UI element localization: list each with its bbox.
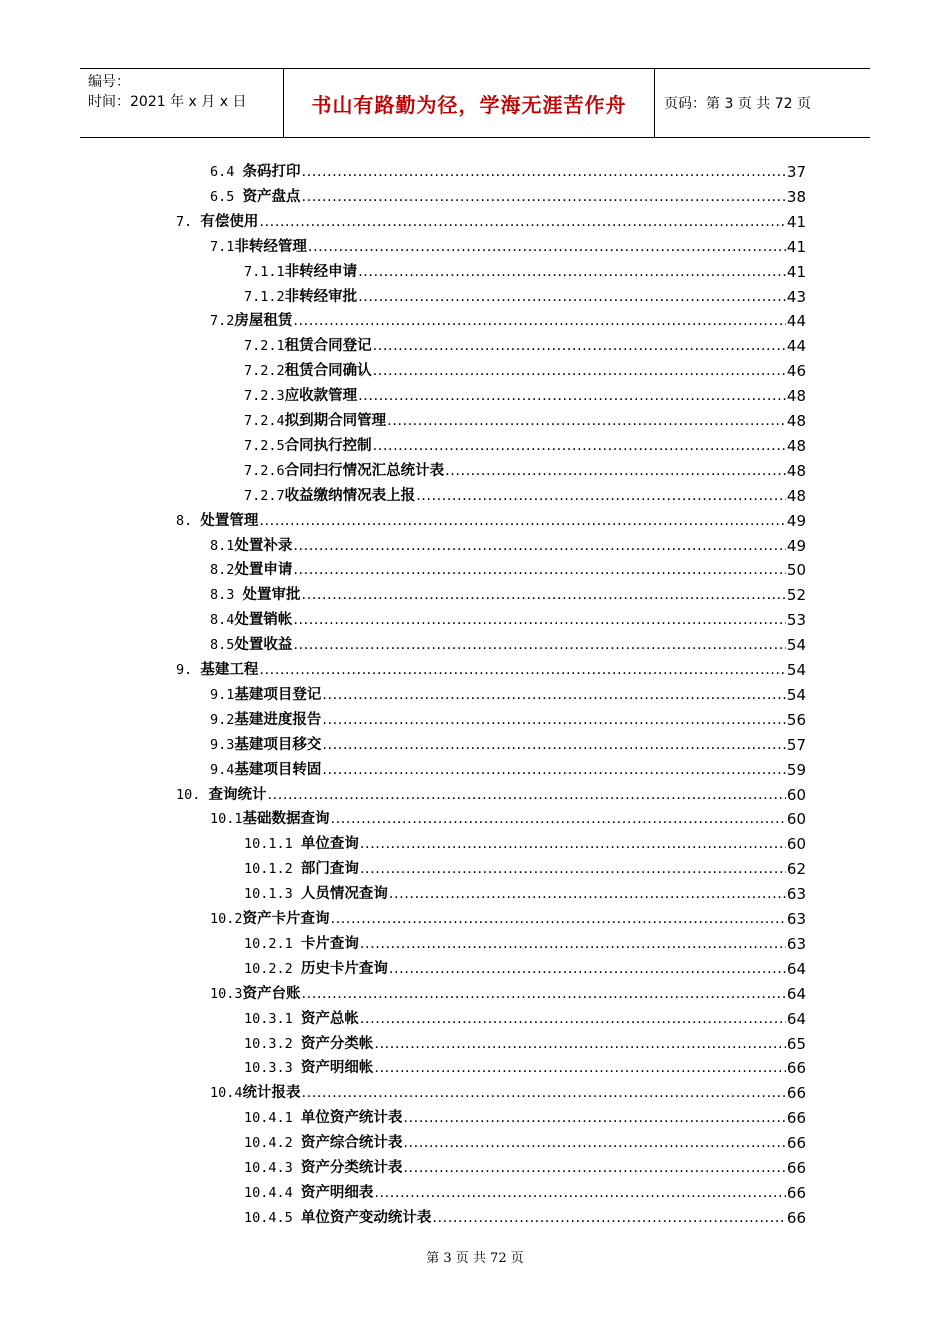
toc-leader-dots bbox=[293, 635, 786, 655]
toc-entry-number: 10.1 bbox=[210, 811, 243, 828]
toc-entry-number: 9.3 bbox=[210, 736, 235, 753]
toc-leader-dots bbox=[302, 187, 786, 207]
toc-entry-title: 租赁合同登记 bbox=[284, 338, 372, 355]
toc-entry-title: 部门查询 bbox=[300, 861, 359, 878]
toc-entry-title: 处置审批 bbox=[242, 587, 301, 604]
toc-entry-page: 49 bbox=[786, 536, 806, 555]
toc-entry[interactable] bbox=[210, 532, 806, 556]
toc-entry-number: 10.3.3 bbox=[244, 1060, 301, 1077]
toc-leader-dots bbox=[322, 685, 786, 705]
toc-leader-dots bbox=[445, 461, 786, 481]
toc-entry[interactable] bbox=[244, 457, 806, 481]
toc-entry-page: 48 bbox=[786, 412, 806, 430]
toc-entry[interactable] bbox=[244, 482, 806, 506]
toc-entry-number: 10.2.1 bbox=[244, 935, 301, 952]
toc-entry-page: 65 bbox=[786, 1034, 806, 1053]
toc-entry-title: 人员情况查询 bbox=[300, 886, 388, 903]
toc-entry[interactable] bbox=[210, 1079, 806, 1103]
toc-entry-title: 资产分类帐 bbox=[300, 1035, 374, 1052]
toc-leader-dots bbox=[302, 162, 786, 182]
toc-entry-number: 10.4.5 bbox=[244, 1209, 301, 1226]
toc-leader-dots bbox=[293, 610, 786, 630]
toc-entry[interactable] bbox=[210, 581, 806, 605]
toc-entry-page: 44 bbox=[786, 312, 806, 331]
toc-entry-number: 9.4 bbox=[210, 761, 235, 778]
toc-entry[interactable] bbox=[244, 1154, 806, 1178]
toc-entry-page: 49 bbox=[786, 511, 806, 530]
toc-entry-title: 资产明细表 bbox=[300, 1184, 374, 1201]
toc-entry-number: 8.4 bbox=[210, 612, 235, 629]
toc-entry-title: 处置管理 bbox=[200, 512, 259, 529]
toc-entry-title: 资产总帐 bbox=[300, 1010, 359, 1027]
toc-entry-page: 46 bbox=[786, 362, 806, 381]
page-footer: 第 3 页 共 72 页 bbox=[426, 1251, 524, 1266]
toc-entry-page: 66 bbox=[786, 1183, 806, 1202]
toc-entry-title: 有偿使用 bbox=[200, 213, 259, 230]
toc-entry[interactable] bbox=[210, 980, 806, 1004]
toc-entry[interactable] bbox=[210, 731, 806, 755]
toc-entry-title: 基建进度报告 bbox=[234, 711, 322, 728]
toc-entry-number: 7. bbox=[176, 213, 201, 230]
toc-entry-page: 66 bbox=[786, 1059, 806, 1078]
toc-entry-number: 9.2 bbox=[210, 711, 235, 728]
toc-entry-page: 37 bbox=[786, 163, 806, 181]
toc-leader-dots bbox=[322, 760, 786, 780]
toc-entry[interactable] bbox=[210, 681, 806, 705]
toc-entry-page: 54 bbox=[786, 636, 806, 655]
toc-entry[interactable] bbox=[244, 855, 806, 879]
toc-leader-dots bbox=[293, 536, 786, 556]
toc-entry[interactable] bbox=[176, 507, 806, 531]
toc-entry-number: 7.1 bbox=[210, 238, 235, 255]
toc-entry[interactable] bbox=[244, 1129, 806, 1153]
toc-entry[interactable] bbox=[176, 656, 806, 680]
toc-leader-dots bbox=[373, 361, 786, 381]
toc-entry[interactable] bbox=[210, 158, 806, 182]
toc-entry-title: 资产卡片查询 bbox=[242, 911, 330, 927]
toc-entry-page: 66 bbox=[786, 1109, 806, 1128]
toc-leader-dots bbox=[373, 436, 786, 456]
toc-leader-dots bbox=[358, 287, 786, 307]
toc-entry[interactable] bbox=[210, 631, 806, 655]
header-page-info: 页码：第 3 页 共 72 页 bbox=[664, 96, 811, 112]
toc-entry-number: 10.2.2 bbox=[244, 960, 301, 977]
toc-entry-title: 处置收益 bbox=[234, 637, 293, 654]
toc-entry[interactable] bbox=[244, 432, 806, 456]
toc-entry-page: 66 bbox=[786, 1084, 806, 1103]
toc-entry-number: 9.1 bbox=[210, 686, 235, 703]
toc-leader-dots bbox=[358, 262, 786, 282]
toc-entry-number: 6.4 bbox=[210, 164, 243, 180]
toc-entry-title: 资产台账 bbox=[242, 985, 301, 1002]
toc-entry-page: 48 bbox=[786, 436, 806, 455]
toc-entry-number: 8.2 bbox=[210, 562, 235, 579]
toc-entry-title: 非转经管理 bbox=[234, 238, 307, 255]
toc-entry-title: 基建项目登记 bbox=[234, 686, 322, 703]
toc-entry-title: 房屋租赁 bbox=[234, 313, 293, 330]
toc-entry-title: 资产盘点 bbox=[242, 188, 301, 205]
toc-entry-page: 64 bbox=[786, 959, 806, 978]
toc-entry[interactable] bbox=[210, 233, 806, 257]
toc-leader-dots bbox=[293, 560, 786, 580]
toc-leader-dots bbox=[322, 710, 786, 730]
toc-entry-number: 7.2 bbox=[210, 313, 235, 330]
toc-entry-title: 资产明细帐 bbox=[300, 1060, 374, 1077]
toc-leader-dots bbox=[403, 1108, 786, 1128]
toc-entry-title: 处置补录 bbox=[234, 537, 293, 554]
toc-entry-page: 60 bbox=[786, 810, 806, 829]
toc-entry-number: 10.3 bbox=[210, 985, 243, 1002]
toc-entry-page: 64 bbox=[786, 1009, 806, 1028]
toc-leader-dots bbox=[403, 1133, 786, 1153]
toc-entry-title: 收益缴纳情况表上报 bbox=[284, 487, 416, 504]
toc-entry-page: 41 bbox=[786, 212, 806, 231]
document-number-label: 编号： bbox=[88, 74, 130, 90]
toc-leader-dots bbox=[373, 336, 786, 356]
toc-entry-number: 10.4.1 bbox=[244, 1110, 301, 1127]
toc-entry-number: 10.3.1 bbox=[244, 1010, 301, 1027]
toc-entry-title: 非转经申请 bbox=[284, 263, 358, 280]
toc-entry[interactable] bbox=[210, 756, 806, 780]
toc-entry-title: 合同执行控制 bbox=[284, 437, 372, 454]
toc-leader-dots bbox=[360, 859, 786, 879]
toc-leader-dots bbox=[374, 1183, 786, 1203]
toc-entry-page: 52 bbox=[786, 586, 806, 605]
toc-entry-title: 基础数据查询 bbox=[242, 811, 330, 828]
toc-leader-dots bbox=[302, 984, 786, 1004]
toc-entry-page: 62 bbox=[786, 860, 806, 879]
toc-entry-title: 资产分类统计表 bbox=[300, 1160, 403, 1176]
header-meta bbox=[80, 69, 283, 137]
toc-entry-title: 单位资产变动统计表 bbox=[300, 1209, 432, 1226]
toc-entry[interactable] bbox=[210, 805, 806, 829]
toc-entry[interactable] bbox=[244, 880, 806, 904]
toc-entry-title: 资产综合统计表 bbox=[300, 1135, 403, 1152]
toc-entry-page: 56 bbox=[786, 710, 806, 729]
toc-entry-page: 66 bbox=[786, 1208, 806, 1227]
toc-entry-number: 7.2.6 bbox=[244, 462, 285, 479]
toc-entry-page: 66 bbox=[786, 1159, 806, 1177]
toc-entry-page: 41 bbox=[786, 262, 806, 281]
toc-leader-dots bbox=[322, 735, 786, 755]
toc-leader-dots bbox=[389, 884, 786, 904]
toc-leader-dots bbox=[259, 212, 786, 232]
document-time-label: 时间：2021 年 x 月 x 日 bbox=[88, 94, 247, 110]
toc-entry-title: 单位查询 bbox=[300, 836, 359, 853]
toc-leader-dots bbox=[293, 311, 786, 331]
toc-entry-page: 48 bbox=[786, 486, 806, 505]
toc-leader-dots bbox=[374, 1034, 786, 1054]
toc-entry-title: 基建工程 bbox=[200, 662, 259, 678]
toc-entry-title: 基建项目移交 bbox=[234, 736, 322, 753]
toc-leader-dots bbox=[360, 834, 786, 854]
toc-entry-number: 7.2.2 bbox=[244, 363, 285, 380]
toc-entry-title: 基建项目转固 bbox=[234, 761, 322, 778]
toc-entry-number: 10. bbox=[176, 786, 209, 803]
toc-entry-page: 63 bbox=[786, 934, 806, 953]
toc-entry-title: 条码打印 bbox=[242, 164, 301, 180]
toc-entry-title: 单位资产统计表 bbox=[300, 1110, 403, 1127]
toc-leader-dots bbox=[331, 909, 786, 929]
toc-entry-number: 7.2.5 bbox=[244, 437, 285, 454]
toc-entry-number: 10.1.3 bbox=[244, 886, 301, 903]
toc-leader-dots bbox=[416, 486, 786, 506]
toc-leader-dots bbox=[403, 1158, 786, 1178]
toc-entry[interactable] bbox=[210, 307, 806, 331]
toc-entry-page: 60 bbox=[786, 785, 806, 804]
toc-entry-page: 44 bbox=[786, 337, 806, 356]
toc-entry-page: 48 bbox=[786, 461, 806, 480]
toc-entry[interactable] bbox=[244, 283, 806, 307]
toc-entry-page: 41 bbox=[786, 237, 806, 256]
toc-entry[interactable] bbox=[210, 183, 806, 207]
toc-entry[interactable] bbox=[244, 382, 806, 406]
toc-leader-dots bbox=[268, 785, 786, 805]
toc-entry-page: 54 bbox=[786, 661, 806, 679]
toc-entry-page: 50 bbox=[786, 561, 806, 580]
toc-entry-page: 38 bbox=[786, 187, 806, 206]
toc-entry-number: 10.4.2 bbox=[244, 1135, 301, 1152]
toc-entry[interactable] bbox=[244, 1030, 806, 1054]
toc-entry-number: 10.2 bbox=[210, 911, 243, 927]
toc-entry[interactable] bbox=[244, 1179, 806, 1203]
toc-entry-number: 8. bbox=[176, 512, 201, 529]
toc-entry[interactable] bbox=[244, 332, 806, 356]
toc-entry[interactable] bbox=[244, 357, 806, 381]
toc-entry[interactable] bbox=[244, 1204, 806, 1228]
toc-entry-title: 非转经审批 bbox=[284, 288, 358, 305]
toc-leader-dots bbox=[374, 1058, 786, 1078]
toc-entry-title: 合同扫行情况汇总统计表 bbox=[284, 462, 445, 479]
toc-entry-number: 7.2.7 bbox=[244, 487, 285, 504]
toc-leader-dots bbox=[302, 585, 786, 605]
toc-entry[interactable] bbox=[244, 930, 806, 954]
page-header bbox=[80, 68, 870, 138]
toc-entry-page: 43 bbox=[786, 287, 806, 306]
toc-entry-number: 10.1.1 bbox=[244, 836, 301, 853]
toc-entry-number: 7.2.1 bbox=[244, 338, 285, 355]
toc-entry[interactable] bbox=[176, 208, 806, 232]
toc-entry[interactable] bbox=[244, 258, 806, 282]
toc-entry-title: 处置申请 bbox=[234, 562, 293, 579]
toc-entry[interactable] bbox=[210, 606, 806, 630]
toc-leader-dots bbox=[331, 809, 786, 829]
toc-leader-dots bbox=[360, 934, 786, 954]
toc-entry-page: 66 bbox=[786, 1134, 806, 1153]
toc-leader-dots bbox=[389, 959, 786, 979]
toc-entry-title: 历史卡片查询 bbox=[300, 960, 388, 977]
toc-entry[interactable] bbox=[210, 905, 806, 929]
toc-entry-title: 应收款管理 bbox=[284, 388, 358, 405]
toc-leader-dots bbox=[259, 660, 786, 680]
toc-entry-number: 7.2.3 bbox=[244, 388, 285, 405]
toc-leader-dots bbox=[308, 237, 786, 257]
toc-entry[interactable] bbox=[176, 781, 806, 805]
toc-entry-number: 10.3.2 bbox=[244, 1035, 301, 1052]
toc-entry-number: 8.3 bbox=[210, 587, 243, 604]
toc-entry-number: 7.1.1 bbox=[244, 263, 285, 280]
toc-leader-dots bbox=[387, 411, 786, 431]
toc-entry-title: 拟到期合同管理 bbox=[284, 413, 387, 429]
toc-entry[interactable] bbox=[244, 830, 806, 854]
toc-entry-page: 60 bbox=[786, 835, 806, 854]
toc-leader-dots bbox=[358, 386, 786, 406]
toc-entry-page: 53 bbox=[786, 611, 806, 630]
toc-entry-page: 57 bbox=[786, 735, 806, 754]
toc-entry-number: 7.1.2 bbox=[244, 288, 285, 305]
header-motto: 书山有路勤为径，学海无涯苦作舟 bbox=[283, 69, 655, 137]
toc-entry-page: 59 bbox=[786, 760, 806, 779]
toc-entry[interactable] bbox=[244, 955, 806, 979]
toc-entry-page: 63 bbox=[786, 885, 806, 904]
toc-entry[interactable] bbox=[210, 556, 806, 580]
toc-entry[interactable] bbox=[244, 1104, 806, 1128]
toc-leader-dots bbox=[432, 1208, 786, 1228]
toc-entry-number: 9. bbox=[176, 662, 201, 678]
toc-entry[interactable] bbox=[210, 706, 806, 730]
toc-entry-title: 卡片查询 bbox=[300, 935, 359, 952]
toc-entry-page: 63 bbox=[786, 910, 806, 928]
toc-entry[interactable] bbox=[244, 407, 806, 431]
toc-entry-number: 10.4 bbox=[210, 1085, 243, 1102]
toc-entry-number: 10.4.4 bbox=[244, 1184, 301, 1201]
toc-entry-title: 查询统计 bbox=[208, 786, 267, 803]
toc-entry-title: 租赁合同确认 bbox=[284, 363, 372, 380]
toc-entry-number: 7.2.4 bbox=[244, 413, 285, 429]
toc-leader-dots bbox=[259, 511, 786, 531]
toc-entry[interactable] bbox=[244, 1005, 806, 1029]
toc-entry-page: 54 bbox=[786, 685, 806, 704]
toc-entry-number: 8.1 bbox=[210, 537, 235, 554]
toc-leader-dots bbox=[360, 1009, 786, 1029]
toc-entry-title: 统计报表 bbox=[242, 1085, 301, 1102]
toc-entry-page: 64 bbox=[786, 984, 806, 1003]
toc-entry-number: 8.5 bbox=[210, 637, 235, 654]
toc-leader-dots bbox=[302, 1083, 786, 1103]
toc-entry[interactable] bbox=[244, 1054, 806, 1078]
toc-entry-title: 处置销帐 bbox=[234, 612, 293, 629]
toc-entry-number: 10.4.3 bbox=[244, 1160, 301, 1176]
toc-entry-number: 6.5 bbox=[210, 188, 243, 205]
toc-entry-number: 10.1.2 bbox=[244, 861, 301, 878]
toc-entry-page: 48 bbox=[786, 387, 806, 406]
